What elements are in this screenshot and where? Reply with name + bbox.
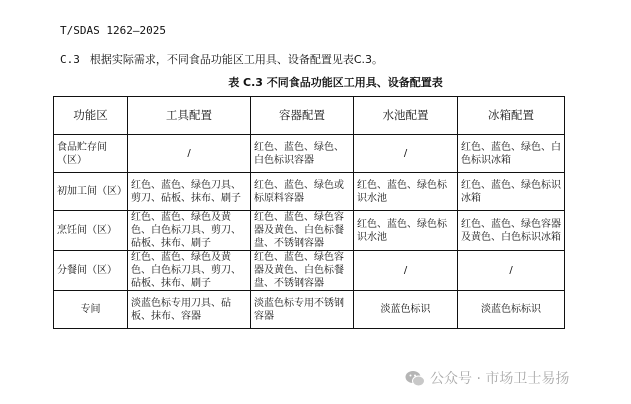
tool-cell: 红色、蓝色、绿色及黄色、白色标刀具、剪刀、砧板、抹布、刷子 — [128, 251, 251, 291]
table-row — [54, 211, 565, 251]
standard-number: T/SDAS 1262—2025 — [60, 24, 166, 37]
zone-cell: 食品贮存间（区） — [54, 135, 128, 173]
table-row — [54, 251, 565, 291]
zone-cell: 分餐间（区） — [54, 251, 128, 291]
watermark — [405, 368, 569, 388]
fridge-cell: / — [458, 251, 565, 291]
equipment-config-table — [53, 96, 565, 329]
table-header-row — [54, 97, 565, 135]
tool-cell: 红色、蓝色、绿色及黄色、白色标刀具、剪刀、砧板、抹布、刷子 — [128, 211, 251, 251]
fridge-cell: 红色、蓝色、绿色标识冰箱 — [458, 173, 565, 211]
clause-number: C.3 — [60, 53, 80, 66]
sink-cell: 红色、蓝色、绿色标识水池 — [354, 211, 458, 251]
header-cell: 工具配置 — [128, 97, 251, 135]
fridge-cell: 红色、蓝色、绿色容器及黄色、白色标识冰箱 — [458, 211, 565, 251]
header-cell: 冰箱配置 — [458, 97, 565, 135]
container-cell: 红色、蓝色、绿色、白色标识容器 — [251, 135, 354, 173]
zone-cell: 初加工间（区） — [54, 173, 128, 211]
container-cell: 红色、蓝色、绿色容器及黄色、白色标餐盘、不锈钢容器 — [251, 211, 354, 251]
zone-cell: 烹饪间（区） — [54, 211, 128, 251]
clause-paragraph — [60, 51, 383, 67]
tool-cell: 红色、蓝色、绿色刀具、剪刀、砧板、抹布、刷子 — [128, 173, 251, 211]
wechat-icon — [405, 370, 425, 387]
fridge-cell: 红色、蓝色、绿色、白色标识冰箱 — [458, 135, 565, 173]
tool-cell: 淡蓝色标专用刀具、砧板、抹布、容器 — [128, 291, 251, 329]
header-cell: 容器配置 — [251, 97, 354, 135]
fridge-cell: 淡蓝色标标识 — [458, 291, 565, 329]
sink-cell: / — [354, 251, 458, 291]
table-row — [54, 173, 565, 211]
sink-cell: 红色、蓝色、绿色标识水池 — [354, 173, 458, 211]
container-cell: 淡蓝色标专用不锈钢容器 — [251, 291, 354, 329]
table-row — [54, 291, 565, 329]
sink-cell: / — [354, 135, 458, 173]
sink-cell: 淡蓝色标识 — [354, 291, 458, 329]
container-cell: 红色、蓝色、绿色或标原料容器 — [251, 173, 354, 211]
table-title: 表 C.3 不同食品功能区工用具、设备配置表 — [228, 76, 443, 89]
header-cell: 水池配置 — [354, 97, 458, 135]
container-cell: 红色、蓝色、绿色容器及黄色、白色标餐盘、不锈钢容器 — [251, 251, 354, 291]
zone-cell: 专间 — [54, 291, 128, 329]
clause-text: 根据实际需求，不同食品功能区工用具、设备配置见表C.3。 — [89, 53, 384, 66]
header-cell: 功能区 — [54, 97, 128, 135]
watermark-text: 公众号 · 市场卫士易扬 — [430, 371, 570, 387]
tool-cell: / — [128, 135, 251, 173]
table-row — [54, 135, 565, 173]
